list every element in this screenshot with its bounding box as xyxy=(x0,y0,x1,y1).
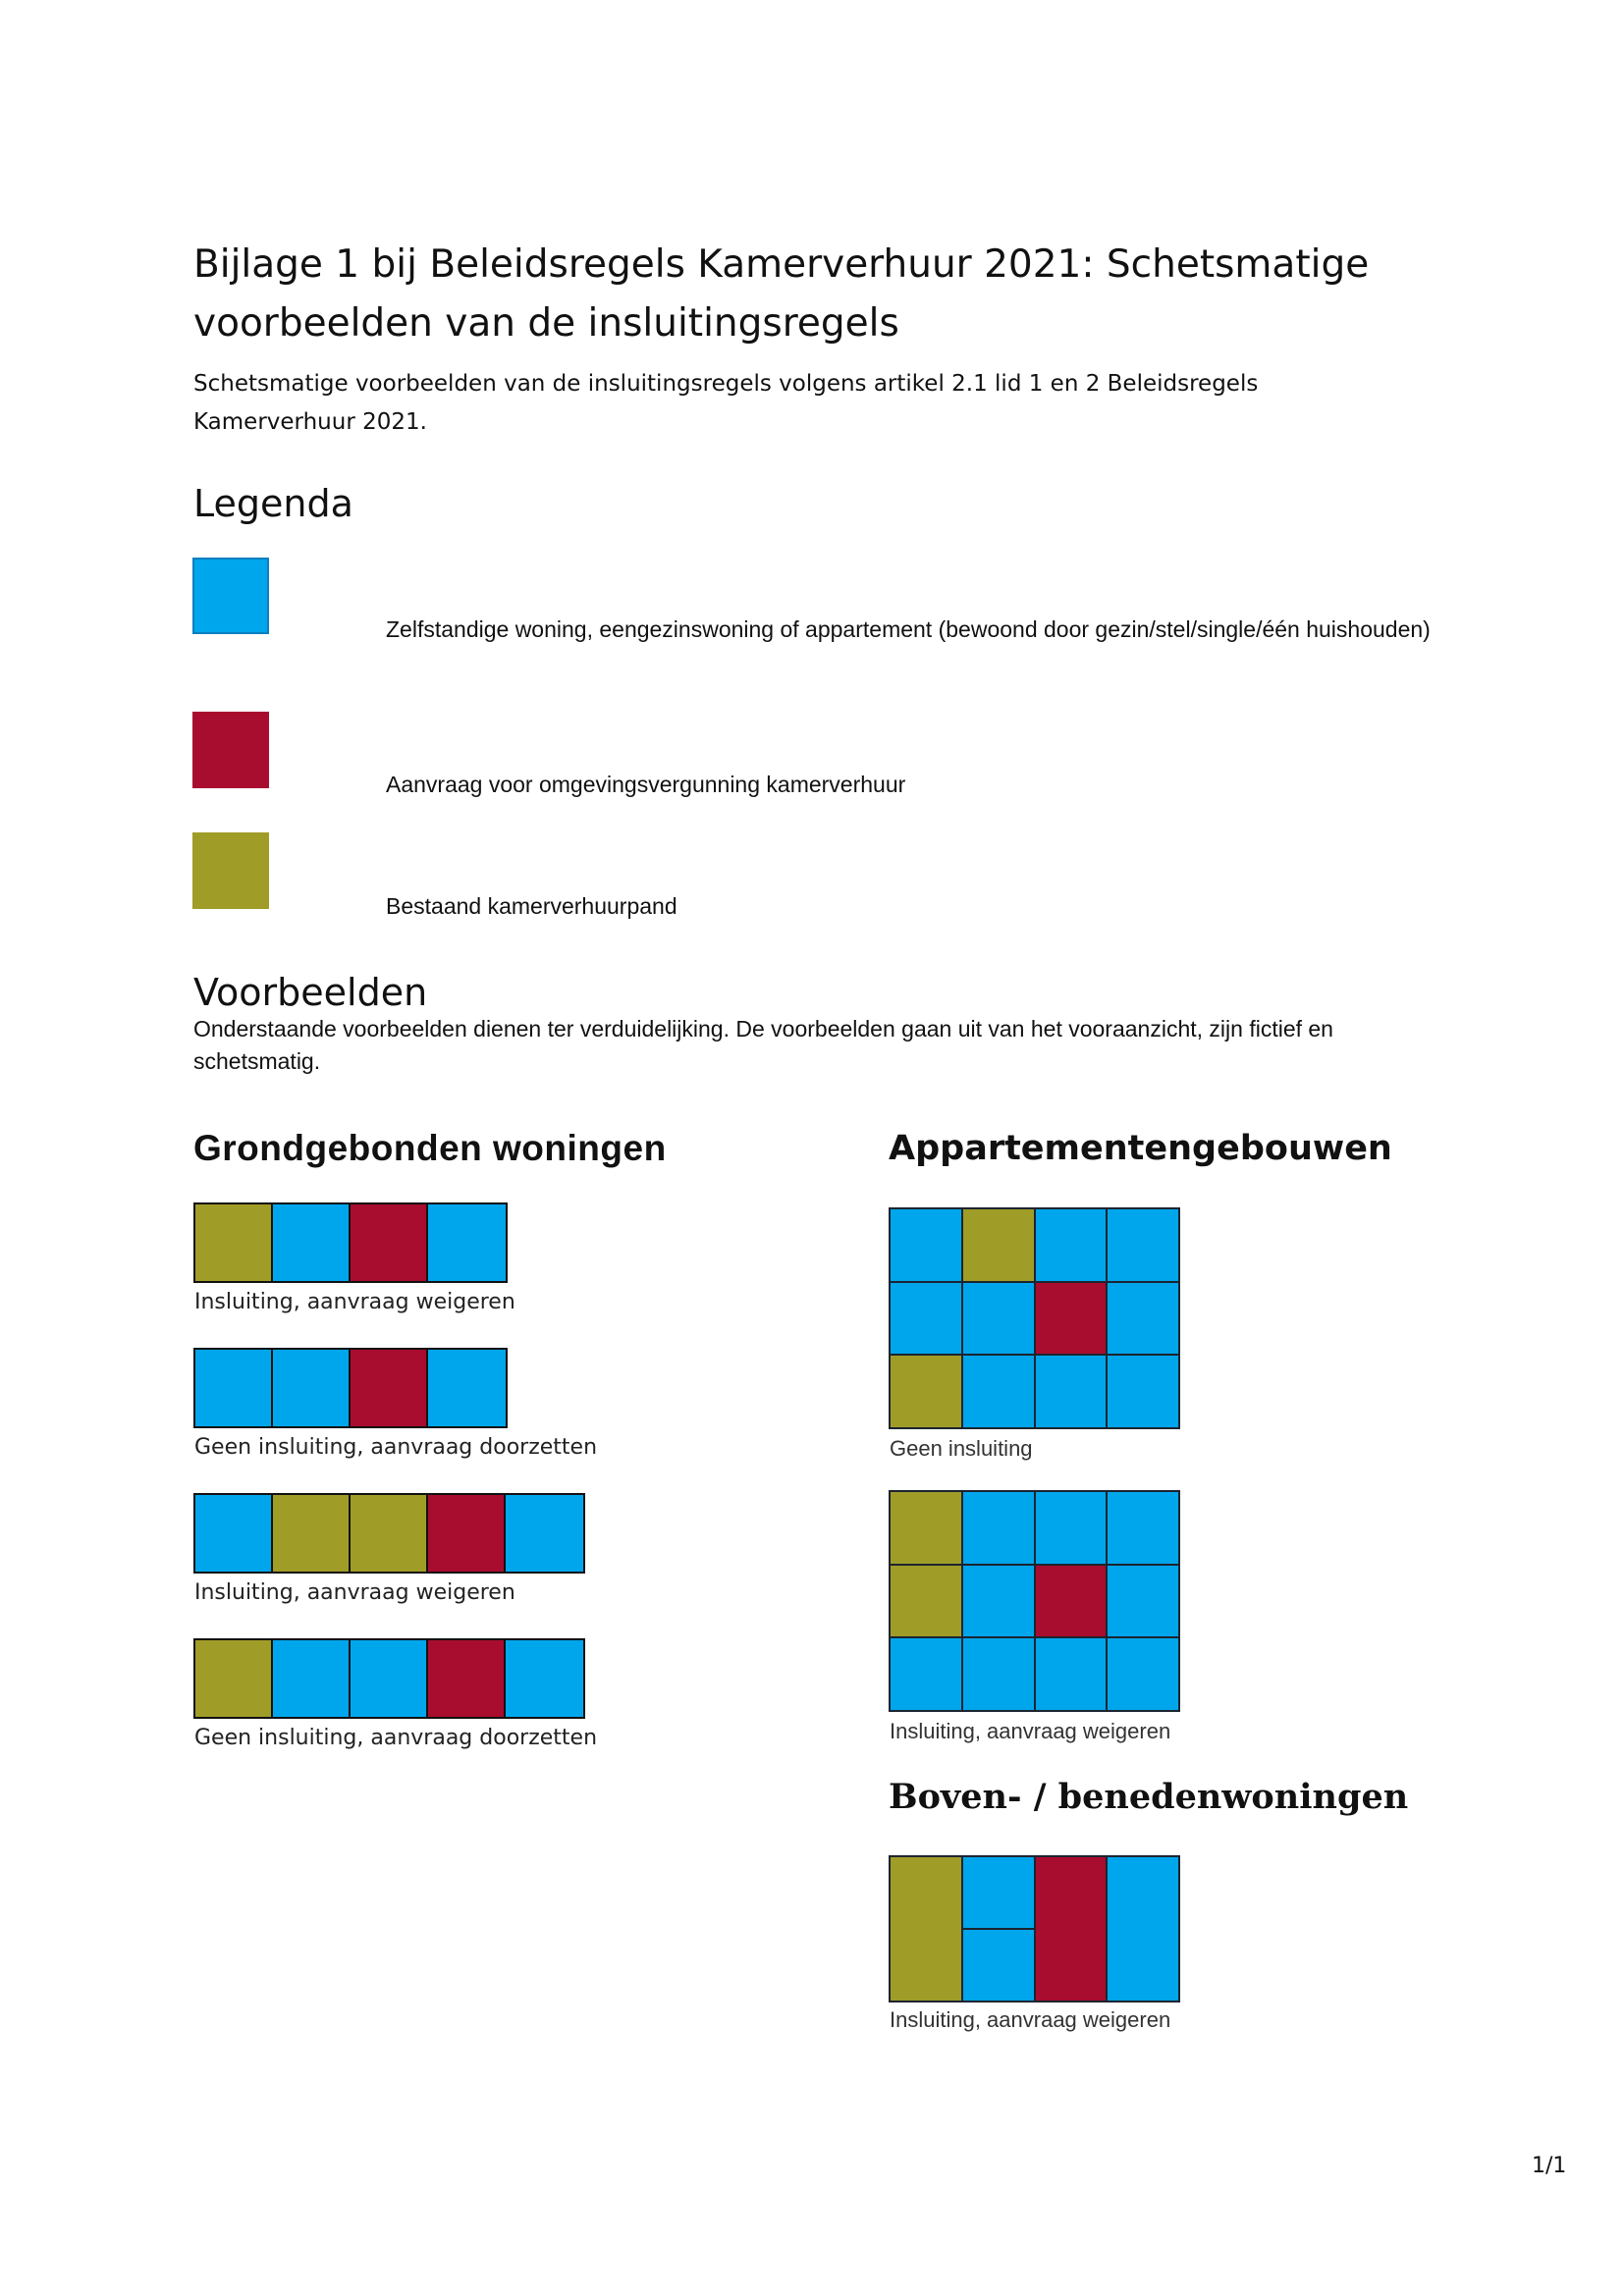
house-cell-green xyxy=(195,1640,273,1717)
house-row xyxy=(193,1202,508,1283)
house-row-caption: Geen insluiting, aanvraag doorzetten xyxy=(194,1726,598,1750)
examples-intro: Onderstaande voorbeelden dienen ter verduidelijking. De voorbeelden gaan uit van het vooraanzicht, zijn fictief en schetsmatig. xyxy=(193,1016,1333,1074)
apartment-cell-blue xyxy=(891,1209,961,1281)
apartment-cell-blue xyxy=(1108,1566,1178,1637)
house-cell-blue xyxy=(351,1640,428,1717)
house-cell-blue xyxy=(273,1204,351,1281)
legend-swatch-green xyxy=(192,832,269,909)
floor-unit-red xyxy=(1036,1857,1107,2001)
apartment-cell-blue xyxy=(1108,1356,1178,1427)
house-cell-blue xyxy=(428,1204,506,1281)
page-title: Bijlage 1 bij Beleidsregels Kamerverhuur 2021: Schetsmatige voorbeelden van de insluitingsregels xyxy=(193,242,1370,346)
legend-swatch-red xyxy=(192,712,269,788)
apartment-cell-blue xyxy=(1108,1638,1178,1710)
house-cell-blue xyxy=(273,1350,351,1426)
apartment-cell-green xyxy=(891,1566,961,1637)
house-row-caption: Insluiting, aanvraag weigeren xyxy=(194,1290,515,1314)
apartment-cell-blue xyxy=(891,1638,961,1710)
apartment-cell-blue xyxy=(1036,1492,1107,1564)
apartment-cell-blue xyxy=(963,1356,1034,1427)
floor-unit-blue xyxy=(963,1930,1034,2001)
apartment-grid xyxy=(889,1490,1180,1712)
house-cell-green xyxy=(273,1495,351,1572)
legend-swatch-blue xyxy=(192,558,269,634)
apartment-cell-red xyxy=(1036,1566,1107,1637)
apartment-grid-caption: Geen insluiting xyxy=(890,1436,1033,1461)
house-cell-green xyxy=(195,1204,273,1281)
apartment-cell-blue xyxy=(1036,1638,1107,1710)
apartment-cell-blue xyxy=(963,1566,1034,1637)
house-cell-red xyxy=(428,1640,506,1717)
apartment-cell-blue xyxy=(891,1283,961,1355)
boven-beneden-caption: Insluiting, aanvraag weigeren xyxy=(890,2007,1171,2032)
house-cell-green xyxy=(351,1495,428,1572)
house-row xyxy=(193,1493,585,1574)
apartment-cell-blue xyxy=(1108,1209,1178,1281)
house-cell-blue xyxy=(506,1640,583,1717)
legend-heading: Legenda xyxy=(193,482,353,525)
apartment-cell-blue xyxy=(1108,1283,1178,1355)
grondgebonden-heading: Grondgebonden woningen xyxy=(193,1128,667,1168)
apartment-cell-blue xyxy=(963,1283,1034,1355)
apartment-grid-caption: Insluiting, aanvraag weigeren xyxy=(890,1719,1171,1743)
house-row-caption: Geen insluiting, aanvraag doorzetten xyxy=(194,1435,598,1460)
house-row xyxy=(193,1638,585,1719)
floor-unit-blue xyxy=(1108,1857,1178,2001)
house-cell-blue xyxy=(195,1350,273,1426)
house-row xyxy=(193,1348,508,1428)
house-cell-red xyxy=(351,1204,428,1281)
examples-heading: Voorbeelden xyxy=(193,971,428,1014)
page-subtitle: Schetsmatige voorbeelden van de insluitingsregels volgens artikel 2.1 lid 1 en 2 Beleidsregels Kamerverhuur 2021. xyxy=(193,371,1259,435)
floor-unit-green xyxy=(891,1857,961,2001)
legend-label-red: Aanvraag voor omgevingsvergunning kamerverhuur xyxy=(386,772,906,797)
floor-unit-blue xyxy=(963,1857,1034,1928)
legend-label-green: Bestaand kamerverhuurpand xyxy=(386,893,677,919)
page-number: 1/1 xyxy=(1532,2154,1567,2178)
house-cell-blue xyxy=(506,1495,583,1572)
apartment-cell-blue xyxy=(963,1492,1034,1564)
apartment-cell-blue xyxy=(1108,1492,1178,1564)
boven-beneden-heading: Boven- / benedenwoningen xyxy=(889,1777,1409,1817)
boven-beneden-diagram xyxy=(889,1855,1180,2002)
apartment-cell-green xyxy=(891,1356,961,1427)
house-row-caption: Insluiting, aanvraag weigeren xyxy=(194,1580,515,1605)
house-cell-blue xyxy=(273,1640,351,1717)
house-cell-blue xyxy=(195,1495,273,1572)
house-cell-red xyxy=(351,1350,428,1426)
apartment-cell-blue xyxy=(1036,1356,1107,1427)
apartment-cell-green xyxy=(891,1492,961,1564)
house-cell-red xyxy=(428,1495,506,1572)
apartment-cell-blue xyxy=(1036,1209,1107,1281)
house-cell-blue xyxy=(428,1350,506,1426)
apartment-grid xyxy=(889,1207,1180,1429)
apartment-cell-red xyxy=(1036,1283,1107,1355)
appartementen-heading: Appartementengebouwen xyxy=(889,1129,1392,1168)
apartment-cell-blue xyxy=(963,1638,1034,1710)
legend-label-blue: Zelfstandige woning, eengezinswoning of appartement (bewoond door gezin/stel/single/één huishouden) xyxy=(386,616,1431,642)
apartment-cell-green xyxy=(963,1209,1034,1281)
